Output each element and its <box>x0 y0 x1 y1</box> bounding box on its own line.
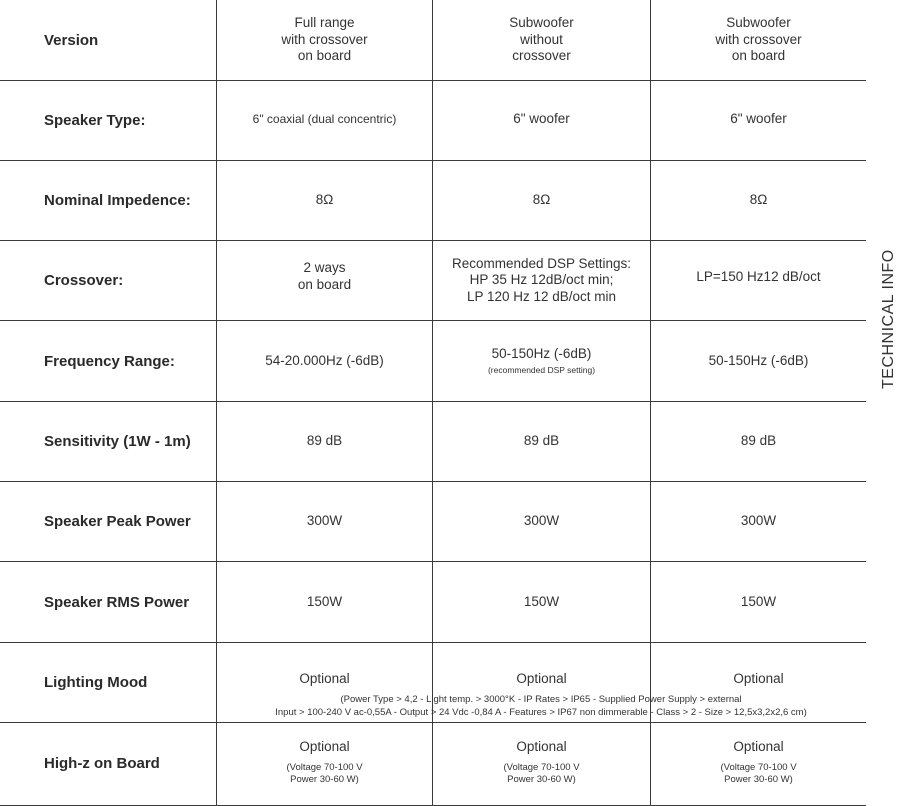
cell-value: 150W <box>740 593 777 609</box>
cell-value: Subwoofer with crossover on board <box>715 15 802 64</box>
table-row-frequency-range <box>0 321 866 402</box>
table-row-high-z <box>0 723 866 806</box>
cell-note: (recommended DSP setting) <box>487 364 596 375</box>
cell-value: 150W <box>306 593 343 609</box>
cell-value: 150W <box>523 593 560 609</box>
cell-note: (Voltage 70-100 V Power 30-60 W) <box>720 761 797 785</box>
cell-value: Optional <box>516 671 567 686</box>
cell-note: (Voltage 70-100 V Power 30-60 W) <box>503 761 580 785</box>
cell-value: Optional <box>299 739 350 754</box>
cell-value: 54-20.000Hz (-6dB) <box>265 352 384 368</box>
cell-value: 8Ω <box>315 192 334 208</box>
cell-value: 300W <box>523 513 560 529</box>
cell-value: 6" woofer <box>513 111 570 126</box>
row-label: Speaker Peak Power <box>44 513 191 530</box>
row-label: Crossover: <box>44 272 124 289</box>
row-label: Nominal Impedence: <box>44 192 191 209</box>
cell-value: Optional <box>516 739 567 754</box>
cell-value: 6" coaxial (dual concentric) <box>252 112 397 126</box>
cell-value: Recommended DSP Settings: HP 35 Hz 12dB/oct min; LP 120 Hz 12 dB/oct min <box>451 255 632 304</box>
cell-note: (Voltage 70-100 V Power 30-60 W) <box>286 761 363 785</box>
cell-value: Optional <box>299 671 350 686</box>
table-row-version <box>0 0 866 81</box>
row-label: Version <box>44 31 99 49</box>
table-row-impedence <box>0 161 866 241</box>
row-label: Speaker Type: <box>44 112 146 129</box>
cell-value: Optional <box>733 671 784 686</box>
cell-value: 300W <box>306 513 343 529</box>
cell-value: 8Ω <box>749 192 768 208</box>
cell-value: 50-150Hz (-6dB) <box>708 352 809 368</box>
row-label: Speaker RMS Power <box>44 593 190 611</box>
cell-value: Subwoofer without crossover <box>509 15 574 64</box>
row-label: Lighting Mood <box>44 674 148 691</box>
cell-value: 89 dB <box>523 433 560 449</box>
lighting-footnote: (Power Type > 4,2 - Light temp. > 3000°K - IP Rates > IP65 - Supplied Power Supply > external Input > 100-240 V ac-0,55A - Output > 24 Vdc -0,84 A - Features > IP67 non dimmerable - Class > 2 - Size > 12,5x3,2x2,6 cm) <box>275 694 807 718</box>
side-title: TECHNICAL INFO <box>880 249 897 390</box>
table-row-crossover <box>0 241 866 321</box>
cell-value: 50-150Hz (-6dB) <box>491 346 592 362</box>
cell-value: 2 ways on board <box>297 260 352 292</box>
table-row-speaker-type <box>0 81 866 161</box>
cell-value: 300W <box>740 513 777 529</box>
cell-value: 89 dB <box>740 433 777 449</box>
row-label: High-z on Board <box>44 755 160 772</box>
row-label: Frequency Range: <box>44 352 175 370</box>
table-row-peak-power <box>0 482 866 562</box>
cell-value: 89 dB <box>306 433 343 449</box>
cell-value: 6" woofer <box>730 111 787 126</box>
table-row-rms-power <box>0 562 866 643</box>
cell-value: 8Ω <box>532 192 551 208</box>
cell-value: Full range with crossover on board <box>281 15 368 64</box>
cell-value: Optional <box>733 739 784 754</box>
table-row-sensitivity <box>0 402 866 482</box>
row-label: Sensitivity (1W - 1m) <box>44 433 191 450</box>
cell-value: LP=150 Hz12 dB/oct <box>696 269 821 284</box>
